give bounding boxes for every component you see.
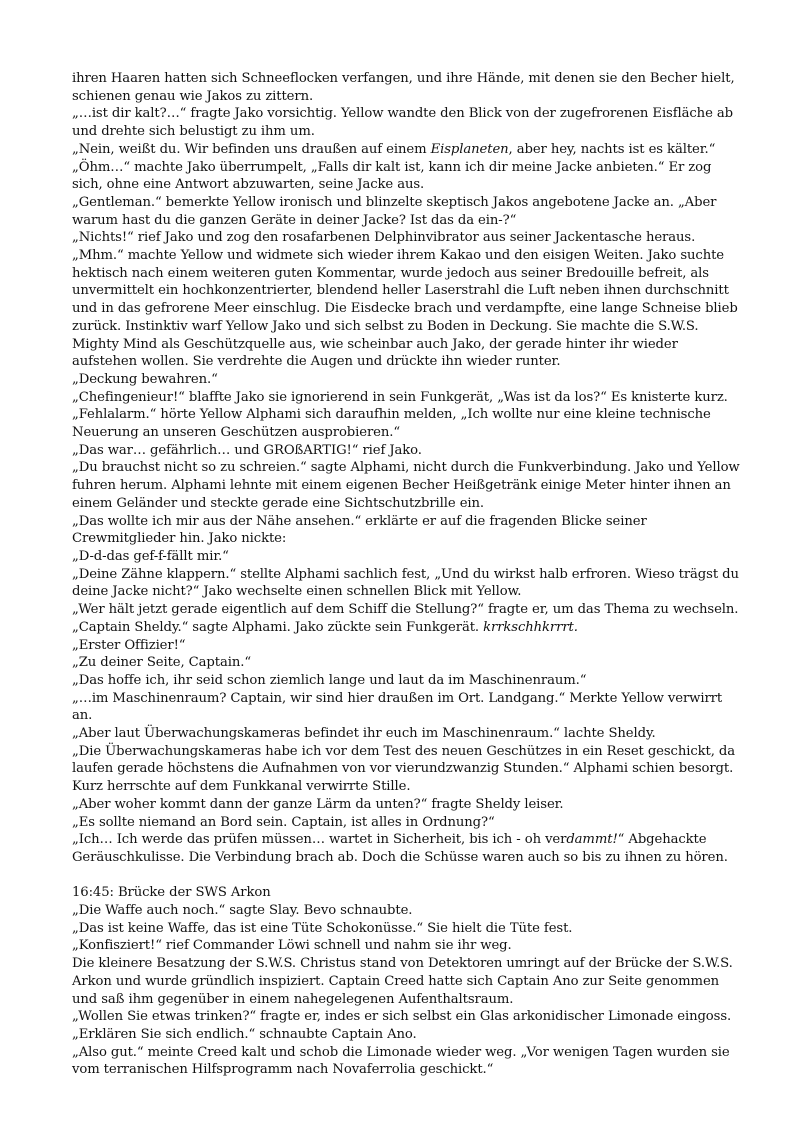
paragraph bbox=[72, 442, 742, 460]
paragraph bbox=[72, 159, 742, 194]
text-run: „Aber laut Überwachungskameras befindet ihr euch im Maschinenraum.“ lachte Sheldy. bbox=[72, 726, 656, 742]
paragraph bbox=[72, 654, 742, 672]
paragraph bbox=[72, 672, 742, 690]
text-run: „Chefingenieur!“ blaffte Jako sie ignorierend in sein Funkgerät, „Was ist da los?“ Es knisterte kurz. bbox=[72, 389, 728, 405]
text-run: „Deine Zähne klappern.“ stellte Alphami sachlich fest, „Und du wirkst halb erfroren. Wieso trägst du deine Jacke nicht?“ Jako wechselte einen schnellen Blick mit Yellow. bbox=[72, 566, 739, 600]
paragraph bbox=[72, 371, 742, 389]
italic-text: dammt! bbox=[566, 832, 618, 848]
text-run: “ Abgehackte Geräuschkulisse. Die Verbindung brach ab. Doch die Schüsse waren auch so bis zu ihnen zu hören. bbox=[72, 832, 728, 865]
paragraph bbox=[72, 619, 742, 637]
text-run: „Das wollte ich mir aus der Nähe ansehen.“ erklärte er auf die fragenden Blicke seiner Crewmitglieder hin. Jako nickte: bbox=[72, 513, 647, 547]
text-run: „Wer hält jetzt gerade eigentlich auf dem Schiff die Stellung?“ fragte er, um das Thema zu wechseln. bbox=[72, 602, 739, 618]
text-run: „Aber woher kommt dann der ganze Lärm da unten?“ fragte Sheldy leiser. bbox=[72, 796, 564, 812]
text-run: „Erster Offizier!“ bbox=[72, 637, 186, 653]
text-run: „Konfisziert!“ rief Commander Löwi schnell und nahm sie ihr weg. bbox=[72, 938, 512, 954]
paragraph bbox=[72, 796, 742, 814]
text-run: „Wollen Sie etwas trinken?“ fragte er, indes er sich selbst ein Glas arkonidischer Limonade eingoss. bbox=[72, 1009, 732, 1025]
text-run: „Es sollte niemand an Bord sein. Captain, ist alles in Ordnung?“ bbox=[72, 814, 495, 830]
paragraph bbox=[72, 389, 742, 407]
paragraph bbox=[72, 725, 742, 743]
paragraph bbox=[72, 1044, 742, 1079]
paragraph bbox=[72, 814, 742, 832]
paragraph bbox=[72, 247, 742, 371]
paragraph bbox=[72, 601, 742, 619]
text-run: „Nein, weißt du. Wir befinden uns draußen auf einem bbox=[72, 141, 431, 157]
paragraph bbox=[72, 406, 742, 441]
paragraph bbox=[72, 105, 742, 140]
paragraph bbox=[72, 229, 742, 247]
text-run: „Ich… Ich werde das prüfen müssen… wartet in Sicherheit, bis ich - oh ver bbox=[72, 832, 567, 848]
text-run: „Mhm.“ machte Yellow und widmete sich wieder ihrem Kakao und den eisigen Weiten. Jako suchte hektisch nach einem weiteren guten Kommentar, wurde jedoch aus seiner Bredouille befreit, als unvermittelt ein hochkonzentrierter, blendend heller Laserstrahl die Luft neben ihnen durchschnitt und in das gefrorene Meer einschlug. Die Eisdecke brach und verdampfte, eine lange Schneise blieb zurück. Instinktiv warf Yellow Jako und sich selbst zu Boden in Deckung. Sie machte die S.W.S. Mighty Mind als Geschützquelle aus, wie scheinbar auch Jako, der gerade hinter ihr wieder aufstehen wollen. Sie verdrehte die Augen und drückte ihn wieder runter. bbox=[72, 248, 738, 370]
paragraph-gap bbox=[72, 867, 742, 885]
paragraph bbox=[72, 566, 742, 601]
paragraph bbox=[72, 459, 742, 512]
story-text bbox=[72, 70, 742, 1079]
paragraph bbox=[72, 1008, 742, 1026]
text-run: „…im Maschinenraum? Captain, wir sind hier draußen im Ort. Landgang.“ Merkte Yellow verwirrt an. bbox=[72, 690, 723, 724]
text-run: „Das hoffe ich, ihr seid schon ziemlich lange und laut da im Maschinenraum.“ bbox=[72, 672, 587, 688]
text-run: „Öhm…“ machte Jako überrumpelt, „Falls dir kalt ist, kann ich dir meine Jacke anbieten.“ Er zog sich, ohne eine Antwort abzuwarten, seine Jacke aus. bbox=[72, 159, 712, 193]
italic-text: Eisplaneten bbox=[430, 141, 509, 157]
text-run: „Das ist keine Waffe, das ist eine Tüte Schokonüsse.“ Sie hielt die Tüte fest. bbox=[72, 920, 573, 936]
text-run: Die kleinere Besatzung der S.W.S. Christus stand von Detektoren umringt auf der Brücke der S.W.S. Arkon und wurde gründlich inspiziert. Captain Creed hatte sich Captain Ano zur Seite genommen und saß ihm gegenüber in einem nahegelegenen Aufenthaltsraum. bbox=[72, 956, 733, 1007]
paragraph bbox=[72, 194, 742, 229]
paragraph bbox=[72, 937, 742, 955]
paragraph bbox=[72, 141, 742, 159]
italic-text: krrkschhkrrrt. bbox=[483, 619, 578, 635]
text-run: „…ist dir kalt?…“ fragte Jako vorsichtig. Yellow wandte den Blick von der zugefrorenen Eisfläche ab und drehte sich belustigt zu ihm um. bbox=[72, 106, 733, 140]
paragraph bbox=[72, 920, 742, 938]
text-run: „Du brauchst nicht so zu schreien.“ sagte Alphami, nicht durch die Funkverbindung. Jako und Yellow fuhren herum. Alphami lehnte mit einem eigenen Becher Heißgetränk einige Meter hinter ihnen an einem Geländer und steckte gerade eine Sichtschutzbrille ein. bbox=[72, 460, 740, 511]
text-run: „Zu deiner Seite, Captain.“ bbox=[72, 655, 251, 671]
paragraph bbox=[72, 548, 742, 566]
paragraph bbox=[72, 1026, 742, 1044]
paragraph bbox=[72, 884, 742, 902]
paragraph bbox=[72, 70, 742, 105]
text-run: „Nichts!“ rief Jako und zog den rosafarbenen Delphinvibrator aus seiner Jackentasche heraus. bbox=[72, 230, 696, 246]
text-run: „Captain Sheldy.“ sagte Alphami. Jako zückte sein Funkgerät. bbox=[72, 619, 484, 635]
text-run: , aber hey, nachts ist es kälter.“ bbox=[508, 141, 716, 157]
text-run: „Erklären Sie sich endlich.“ schnaubte Captain Ano. bbox=[72, 1026, 417, 1042]
text-run: „Fehlalarm.“ hörte Yellow Alphami sich daraufhin melden, „Ich wollte nur eine kleine technische Neuerung an unseren Geschützen ausprobieren.“ bbox=[72, 407, 711, 441]
text-run: ihren Haaren hatten sich Schneeflocken verfangen, und ihre Hände, mit denen sie den Becher hielt, schienen genau wie Jakos zu zittern. bbox=[72, 71, 735, 104]
paragraph bbox=[72, 831, 742, 866]
text-run: „D-d-das gef-f-fällt mir.“ bbox=[72, 548, 229, 564]
paragraph bbox=[72, 743, 742, 796]
paragraph bbox=[72, 637, 742, 655]
text-run: „Deckung bewahren.“ bbox=[72, 371, 218, 387]
paragraph bbox=[72, 513, 742, 548]
text-run: „Das war… gefährlich… und GROßARTIG!“ rief Jako. bbox=[72, 442, 422, 458]
paragraph bbox=[72, 902, 742, 920]
paragraph bbox=[72, 955, 742, 1008]
paragraph bbox=[72, 690, 742, 725]
text-run: „Gentleman.“ bemerkte Yellow ironisch und blinzelte skeptisch Jakos angebotene Jacke an. „Aber warum hast du die ganzen Geräte in deiner Jacke? Ist das da ein-?“ bbox=[72, 194, 717, 228]
text-run: „Also gut.“ meinte Creed kalt und schob die Limonade wieder weg. „Vor wenigen Tagen wurden sie vom terranischen Hilfsprogramm nach Novaferrolia geschickt.“ bbox=[72, 1044, 730, 1078]
text-run: „Die Waffe auch noch.“ sagte Slay. Bevo schnaubte. bbox=[72, 903, 413, 919]
text-run: „Die Überwachungskameras habe ich vor dem Test des neuen Geschützes in ein Reset geschickt, da laufen gerade höchstens die Aufnahmen von vor vierundzwanzig Stunden.“ Alphami schien besorgt. Kurz herrschte auf dem Funkkanal verwirrte Stille. bbox=[72, 743, 736, 795]
text-run: 16:45: Brücke der SWS Arkon bbox=[72, 885, 271, 901]
